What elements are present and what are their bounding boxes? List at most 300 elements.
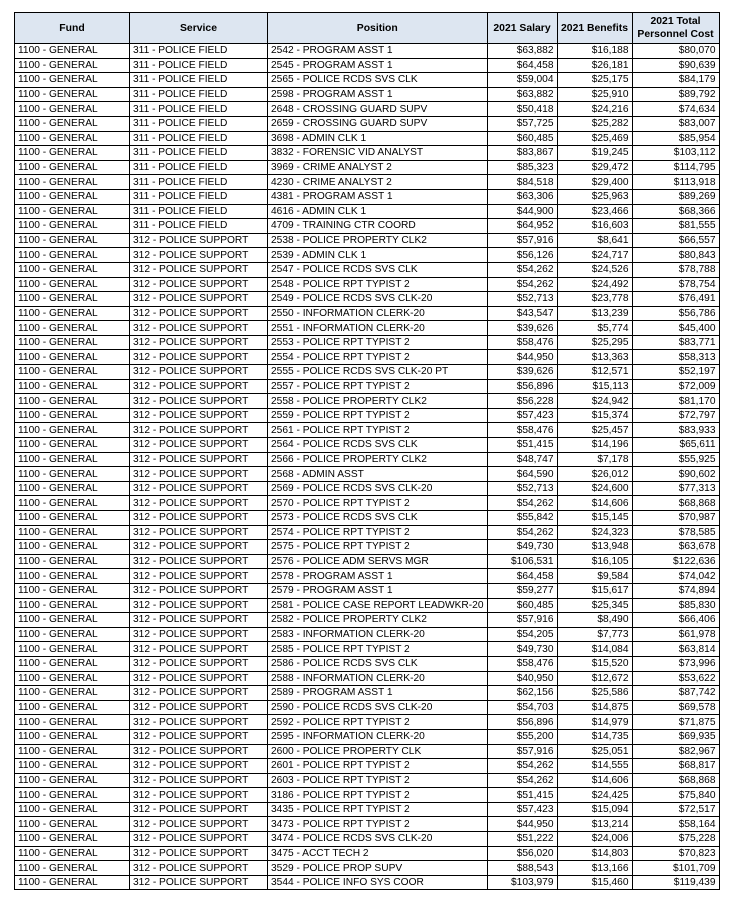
table-row (15, 306, 720, 321)
total-cost-cell: $65,611 (632, 438, 719, 453)
benefits-cell: $29,472 (557, 160, 632, 175)
position-cell: 2569 - POLICE RCDS SVS CLK-20 (268, 481, 488, 496)
position-cell: 2550 - INFORMATION CLERK-20 (268, 306, 488, 321)
position-cell: 2557 - POLICE RPT TYPIST 2 (268, 379, 488, 394)
total-cost-cell: $66,557 (632, 233, 719, 248)
total-cost-cell: $69,578 (632, 700, 719, 715)
service-cell: 312 - POLICE SUPPORT (130, 773, 268, 788)
fund-cell: 1100 - GENERAL (15, 87, 130, 102)
total-cost-cell: $83,933 (632, 423, 719, 438)
total-cost-cell: $78,754 (632, 277, 719, 292)
table-row (15, 189, 720, 204)
table-header (15, 13, 720, 44)
salary-cell: $84,518 (487, 175, 557, 190)
salary-cell: $59,277 (487, 583, 557, 598)
position-cell: 2576 - POLICE ADM SERVS MGR (268, 554, 488, 569)
total-cost-cell: $63,678 (632, 540, 719, 555)
table-row (15, 365, 720, 380)
benefits-cell: $19,245 (557, 146, 632, 161)
service-cell: 312 - POLICE SUPPORT (130, 350, 268, 365)
table-row (15, 525, 720, 540)
salary-cell: $58,476 (487, 656, 557, 671)
position-cell: 2598 - PROGRAM ASST 1 (268, 87, 488, 102)
salary-cell: $62,156 (487, 686, 557, 701)
salary-cell: $40,950 (487, 671, 557, 686)
position-cell: 2578 - PROGRAM ASST 1 (268, 569, 488, 584)
table-row (15, 642, 720, 657)
service-cell: 312 - POLICE SUPPORT (130, 262, 268, 277)
salary-cell: $43,547 (487, 306, 557, 321)
benefits-cell: $25,282 (557, 116, 632, 131)
position-cell: 2574 - POLICE RPT TYPIST 2 (268, 525, 488, 540)
total-cost-cell: $90,639 (632, 58, 719, 73)
table-row (15, 788, 720, 803)
position-cell: 2603 - POLICE RPT TYPIST 2 (268, 773, 488, 788)
position-cell: 2548 - POLICE RPT TYPIST 2 (268, 277, 488, 292)
benefits-cell: $16,188 (557, 44, 632, 59)
total-cost-cell: $82,967 (632, 744, 719, 759)
total-cost-cell: $101,709 (632, 861, 719, 876)
salary-cell: $58,476 (487, 335, 557, 350)
position-cell: 2549 - POLICE RCDS SVS CLK-20 (268, 292, 488, 307)
service-cell: 312 - POLICE SUPPORT (130, 802, 268, 817)
service-cell: 312 - POLICE SUPPORT (130, 335, 268, 350)
fund-cell: 1100 - GENERAL (15, 160, 130, 175)
service-cell: 312 - POLICE SUPPORT (130, 613, 268, 628)
salary-cell: $49,730 (487, 540, 557, 555)
service-cell: 312 - POLICE SUPPORT (130, 233, 268, 248)
fund-cell: 1100 - GENERAL (15, 759, 130, 774)
salary-cell: $54,262 (487, 262, 557, 277)
service-cell: 312 - POLICE SUPPORT (130, 394, 268, 409)
personnel-cost-table (14, 12, 720, 890)
fund-cell: 1100 - GENERAL (15, 146, 130, 161)
total-cost-cell: $83,771 (632, 335, 719, 350)
total-cost-cell: $114,795 (632, 160, 719, 175)
salary-cell: $64,458 (487, 569, 557, 584)
fund-cell: 1100 - GENERAL (15, 452, 130, 467)
fund-cell: 1100 - GENERAL (15, 423, 130, 438)
salary-cell: $56,896 (487, 715, 557, 730)
benefits-cell: $16,603 (557, 219, 632, 234)
service-cell: 312 - POLICE SUPPORT (130, 569, 268, 584)
table-row (15, 686, 720, 701)
table-row (15, 160, 720, 175)
salary-cell: $51,222 (487, 832, 557, 847)
service-cell: 311 - POLICE FIELD (130, 131, 268, 146)
fund-cell: 1100 - GENERAL (15, 321, 130, 336)
salary-cell: $55,842 (487, 511, 557, 526)
total-cost-cell: $68,817 (632, 759, 719, 774)
benefits-cell: $14,979 (557, 715, 632, 730)
table-row (15, 219, 720, 234)
fund-cell: 1100 - GENERAL (15, 233, 130, 248)
fund-cell: 1100 - GENERAL (15, 335, 130, 350)
salary-cell: $51,415 (487, 438, 557, 453)
fund-cell: 1100 - GENERAL (15, 583, 130, 598)
total-cost-cell: $53,622 (632, 671, 719, 686)
fund-cell: 1100 - GENERAL (15, 102, 130, 117)
table-row (15, 438, 720, 453)
benefits-cell: $15,374 (557, 408, 632, 423)
position-cell: 2595 - INFORMATION CLERK-20 (268, 729, 488, 744)
table-row (15, 773, 720, 788)
benefits-cell: $23,778 (557, 292, 632, 307)
table-row (15, 729, 720, 744)
benefits-cell: $8,490 (557, 613, 632, 628)
fund-cell: 1100 - GENERAL (15, 846, 130, 861)
service-cell: 311 - POLICE FIELD (130, 189, 268, 204)
position-cell: 3473 - POLICE RPT TYPIST 2 (268, 817, 488, 832)
fund-cell: 1100 - GENERAL (15, 277, 130, 292)
position-cell: 2588 - INFORMATION CLERK-20 (268, 671, 488, 686)
service-cell: 312 - POLICE SUPPORT (130, 554, 268, 569)
benefits-cell: $26,012 (557, 467, 632, 482)
salary-cell: $44,900 (487, 204, 557, 219)
salary-cell: $64,458 (487, 58, 557, 73)
service-cell: 311 - POLICE FIELD (130, 219, 268, 234)
total-cost-cell: $87,742 (632, 686, 719, 701)
position-cell: 2585 - POLICE RPT TYPIST 2 (268, 642, 488, 657)
total-cost-cell: $89,792 (632, 87, 719, 102)
total-cost-cell: $122,636 (632, 554, 719, 569)
service-cell: 312 - POLICE SUPPORT (130, 627, 268, 642)
benefits-cell: $14,196 (557, 438, 632, 453)
total-cost-cell: $72,797 (632, 408, 719, 423)
total-cost-cell: $66,406 (632, 613, 719, 628)
salary-cell: $63,882 (487, 87, 557, 102)
position-cell: 3435 - POLICE RPT TYPIST 2 (268, 802, 488, 817)
total-cost-cell: $90,602 (632, 467, 719, 482)
fund-cell: 1100 - GENERAL (15, 802, 130, 817)
salary-cell: $57,916 (487, 233, 557, 248)
fund-cell: 1100 - GENERAL (15, 248, 130, 263)
service-cell: 312 - POLICE SUPPORT (130, 365, 268, 380)
benefits-cell: $5,774 (557, 321, 632, 336)
position-cell: 2648 - CROSSING GUARD SUPV (268, 102, 488, 117)
total-cost-cell: $76,491 (632, 292, 719, 307)
total-cost-cell: $72,517 (632, 802, 719, 817)
fund-cell: 1100 - GENERAL (15, 861, 130, 876)
salary-cell: $106,531 (487, 554, 557, 569)
fund-cell: 1100 - GENERAL (15, 729, 130, 744)
benefits-cell: $24,717 (557, 248, 632, 263)
benefits-cell: $25,295 (557, 335, 632, 350)
fund-cell: 1100 - GENERAL (15, 569, 130, 584)
position-cell: 2659 - CROSSING GUARD SUPV (268, 116, 488, 131)
total-cost-cell: $85,954 (632, 131, 719, 146)
position-cell: 2558 - POLICE PROPERTY CLK2 (268, 394, 488, 409)
salary-cell: $44,950 (487, 817, 557, 832)
benefits-cell: $25,586 (557, 686, 632, 701)
service-cell: 312 - POLICE SUPPORT (130, 248, 268, 263)
table-row (15, 379, 720, 394)
salary-cell: $54,703 (487, 700, 557, 715)
position-cell: 3969 - CRIME ANALYST 2 (268, 160, 488, 175)
table-row (15, 335, 720, 350)
total-cost-cell: $75,228 (632, 832, 719, 847)
salary-cell: $88,543 (487, 861, 557, 876)
table-row (15, 511, 720, 526)
table-row (15, 87, 720, 102)
table-row (15, 350, 720, 365)
service-cell: 312 - POLICE SUPPORT (130, 671, 268, 686)
service-cell: 312 - POLICE SUPPORT (130, 481, 268, 496)
benefits-cell: $15,113 (557, 379, 632, 394)
salary-cell: $49,730 (487, 642, 557, 657)
total-cost-cell: $61,978 (632, 627, 719, 642)
position-cell: 3544 - POLICE INFO SYS COOR (268, 875, 488, 890)
benefits-cell: $15,460 (557, 875, 632, 890)
position-cell: 2566 - POLICE PROPERTY CLK2 (268, 452, 488, 467)
fund-cell: 1100 - GENERAL (15, 875, 130, 890)
total-cost-cell: $68,366 (632, 204, 719, 219)
table-row (15, 467, 720, 482)
fund-cell: 1100 - GENERAL (15, 350, 130, 365)
table-row (15, 277, 720, 292)
service-cell: 312 - POLICE SUPPORT (130, 525, 268, 540)
position-cell: 2575 - POLICE RPT TYPIST 2 (268, 540, 488, 555)
total-cost-cell: $78,585 (632, 525, 719, 540)
benefits-cell: $13,948 (557, 540, 632, 555)
table-row (15, 627, 720, 642)
table-row (15, 598, 720, 613)
table-row (15, 204, 720, 219)
fund-cell: 1100 - GENERAL (15, 744, 130, 759)
table-row (15, 540, 720, 555)
table-row (15, 875, 720, 890)
salary-cell: $39,626 (487, 365, 557, 380)
benefits-cell: $8,641 (557, 233, 632, 248)
table-row (15, 715, 720, 730)
position-cell: 4616 - ADMIN CLK 1 (268, 204, 488, 219)
service-cell: 312 - POLICE SUPPORT (130, 277, 268, 292)
salary-cell: $48,747 (487, 452, 557, 467)
salary-cell: $63,882 (487, 44, 557, 59)
service-cell: 312 - POLICE SUPPORT (130, 700, 268, 715)
salary-cell: $51,415 (487, 788, 557, 803)
service-cell: 312 - POLICE SUPPORT (130, 292, 268, 307)
salary-cell: $59,004 (487, 73, 557, 88)
service-cell: 311 - POLICE FIELD (130, 73, 268, 88)
position-cell: 2568 - ADMIN ASST (268, 467, 488, 482)
benefits-cell: $14,803 (557, 846, 632, 861)
table-row (15, 175, 720, 190)
service-cell: 312 - POLICE SUPPORT (130, 438, 268, 453)
salary-cell: $39,626 (487, 321, 557, 336)
fund-cell: 1100 - GENERAL (15, 700, 130, 715)
total-cost-cell: $81,170 (632, 394, 719, 409)
service-cell: 312 - POLICE SUPPORT (130, 875, 268, 890)
service-cell: 312 - POLICE SUPPORT (130, 379, 268, 394)
fund-cell: 1100 - GENERAL (15, 671, 130, 686)
total-cost-cell: $56,786 (632, 306, 719, 321)
total-cost-cell: $74,042 (632, 569, 719, 584)
position-cell: 2547 - POLICE RCDS SVS CLK (268, 262, 488, 277)
position-cell: 4230 - CRIME ANALYST 2 (268, 175, 488, 190)
benefits-cell: $14,606 (557, 496, 632, 511)
total-cost-cell: $68,868 (632, 496, 719, 511)
service-cell: 312 - POLICE SUPPORT (130, 467, 268, 482)
benefits-cell: $12,571 (557, 365, 632, 380)
position-cell: 2555 - POLICE RCDS SVS CLK-20 PT (268, 365, 488, 380)
table-row (15, 233, 720, 248)
fund-cell: 1100 - GENERAL (15, 832, 130, 847)
table-row (15, 321, 720, 336)
position-cell: 2564 - POLICE RCDS SVS CLK (268, 438, 488, 453)
fund-cell: 1100 - GENERAL (15, 598, 130, 613)
position-cell: 2559 - POLICE RPT TYPIST 2 (268, 408, 488, 423)
benefits-cell: $24,006 (557, 832, 632, 847)
benefits-cell: $15,617 (557, 583, 632, 598)
fund-cell: 1100 - GENERAL (15, 262, 130, 277)
position-cell: 2553 - POLICE RPT TYPIST 2 (268, 335, 488, 350)
total-cost-cell: $73,996 (632, 656, 719, 671)
table-row (15, 817, 720, 832)
fund-cell: 1100 - GENERAL (15, 627, 130, 642)
fund-cell: 1100 - GENERAL (15, 365, 130, 380)
service-cell: 312 - POLICE SUPPORT (130, 656, 268, 671)
header-service: Service (130, 13, 268, 44)
service-cell: 312 - POLICE SUPPORT (130, 686, 268, 701)
service-cell: 311 - POLICE FIELD (130, 160, 268, 175)
service-cell: 312 - POLICE SUPPORT (130, 583, 268, 598)
position-cell: 3832 - FORENSIC VID ANALYST (268, 146, 488, 161)
table-row (15, 452, 720, 467)
table-row (15, 248, 720, 263)
salary-cell: $44,950 (487, 350, 557, 365)
service-cell: 312 - POLICE SUPPORT (130, 423, 268, 438)
benefits-cell: $24,323 (557, 525, 632, 540)
salary-cell: $83,867 (487, 146, 557, 161)
fund-cell: 1100 - GENERAL (15, 554, 130, 569)
table-row (15, 744, 720, 759)
benefits-cell: $25,963 (557, 189, 632, 204)
salary-cell: $60,485 (487, 131, 557, 146)
fund-cell: 1100 - GENERAL (15, 656, 130, 671)
fund-cell: 1100 - GENERAL (15, 511, 130, 526)
salary-cell: $55,200 (487, 729, 557, 744)
table-row (15, 861, 720, 876)
fund-cell: 1100 - GENERAL (15, 131, 130, 146)
table-row (15, 846, 720, 861)
position-cell: 2539 - ADMIN CLK 1 (268, 248, 488, 263)
position-cell: 3475 - ACCT TECH 2 (268, 846, 488, 861)
fund-cell: 1100 - GENERAL (15, 394, 130, 409)
position-cell: 2554 - POLICE RPT TYPIST 2 (268, 350, 488, 365)
header-2021-benefits: 2021 Benefits (557, 13, 632, 44)
fund-cell: 1100 - GENERAL (15, 540, 130, 555)
benefits-cell: $25,469 (557, 131, 632, 146)
position-cell: 2573 - POLICE RCDS SVS CLK (268, 511, 488, 526)
service-cell: 312 - POLICE SUPPORT (130, 759, 268, 774)
total-cost-cell: $83,007 (632, 116, 719, 131)
salary-cell: $64,590 (487, 467, 557, 482)
table-row (15, 496, 720, 511)
fund-cell: 1100 - GENERAL (15, 189, 130, 204)
fund-cell: 1100 - GENERAL (15, 116, 130, 131)
salary-cell: $103,979 (487, 875, 557, 890)
position-cell: 2561 - POLICE RPT TYPIST 2 (268, 423, 488, 438)
table-row (15, 700, 720, 715)
table-row (15, 671, 720, 686)
header-2021-total-personnel-cost: 2021 Total Personnel Cost (632, 13, 719, 44)
benefits-cell: $15,520 (557, 656, 632, 671)
total-cost-cell: $80,843 (632, 248, 719, 263)
benefits-cell: $24,216 (557, 102, 632, 117)
fund-cell: 1100 - GENERAL (15, 715, 130, 730)
benefits-cell: $29,400 (557, 175, 632, 190)
salary-cell: $52,713 (487, 292, 557, 307)
benefits-cell: $14,735 (557, 729, 632, 744)
total-cost-cell: $81,555 (632, 219, 719, 234)
total-cost-cell: $58,164 (632, 817, 719, 832)
service-cell: 312 - POLICE SUPPORT (130, 832, 268, 847)
salary-cell: $56,126 (487, 248, 557, 263)
service-cell: 312 - POLICE SUPPORT (130, 729, 268, 744)
benefits-cell: $15,094 (557, 802, 632, 817)
fund-cell: 1100 - GENERAL (15, 292, 130, 307)
benefits-cell: $12,672 (557, 671, 632, 686)
salary-cell: $54,262 (487, 277, 557, 292)
total-cost-cell: $119,439 (632, 875, 719, 890)
total-cost-cell: $84,179 (632, 73, 719, 88)
table-body (15, 44, 720, 890)
fund-cell: 1100 - GENERAL (15, 467, 130, 482)
total-cost-cell: $68,868 (632, 773, 719, 788)
total-cost-cell: $103,112 (632, 146, 719, 161)
benefits-cell: $9,584 (557, 569, 632, 584)
position-cell: 2590 - POLICE RCDS SVS CLK-20 (268, 700, 488, 715)
total-cost-cell: $89,269 (632, 189, 719, 204)
benefits-cell: $14,875 (557, 700, 632, 715)
position-cell: 2589 - PROGRAM ASST 1 (268, 686, 488, 701)
table-row (15, 73, 720, 88)
table-row (15, 569, 720, 584)
service-cell: 311 - POLICE FIELD (130, 44, 268, 59)
salary-cell: $57,423 (487, 802, 557, 817)
salary-cell: $56,020 (487, 846, 557, 861)
benefits-cell: $24,492 (557, 277, 632, 292)
benefits-cell: $7,773 (557, 627, 632, 642)
header-position: Position (268, 13, 488, 44)
service-cell: 312 - POLICE SUPPORT (130, 598, 268, 613)
fund-cell: 1100 - GENERAL (15, 204, 130, 219)
benefits-cell: $16,105 (557, 554, 632, 569)
total-cost-cell: $58,313 (632, 350, 719, 365)
benefits-cell: $13,363 (557, 350, 632, 365)
benefits-cell: $23,466 (557, 204, 632, 219)
service-cell: 312 - POLICE SUPPORT (130, 306, 268, 321)
table-row (15, 423, 720, 438)
header-2021-salary: 2021 Salary (487, 13, 557, 44)
total-cost-cell: $75,840 (632, 788, 719, 803)
fund-cell: 1100 - GENERAL (15, 219, 130, 234)
salary-cell: $63,306 (487, 189, 557, 204)
position-cell: 2538 - POLICE PROPERTY CLK2 (268, 233, 488, 248)
total-cost-cell: $45,400 (632, 321, 719, 336)
position-cell: 3186 - POLICE RPT TYPIST 2 (268, 788, 488, 803)
fund-cell: 1100 - GENERAL (15, 408, 130, 423)
benefits-cell: $13,214 (557, 817, 632, 832)
salary-cell: $57,423 (487, 408, 557, 423)
fund-cell: 1100 - GENERAL (15, 613, 130, 628)
position-cell: 2542 - PROGRAM ASST 1 (268, 44, 488, 59)
position-cell: 2581 - POLICE CASE REPORT LEADWKR-20 (268, 598, 488, 613)
benefits-cell: $14,606 (557, 773, 632, 788)
benefits-cell: $13,166 (557, 861, 632, 876)
table-row (15, 146, 720, 161)
